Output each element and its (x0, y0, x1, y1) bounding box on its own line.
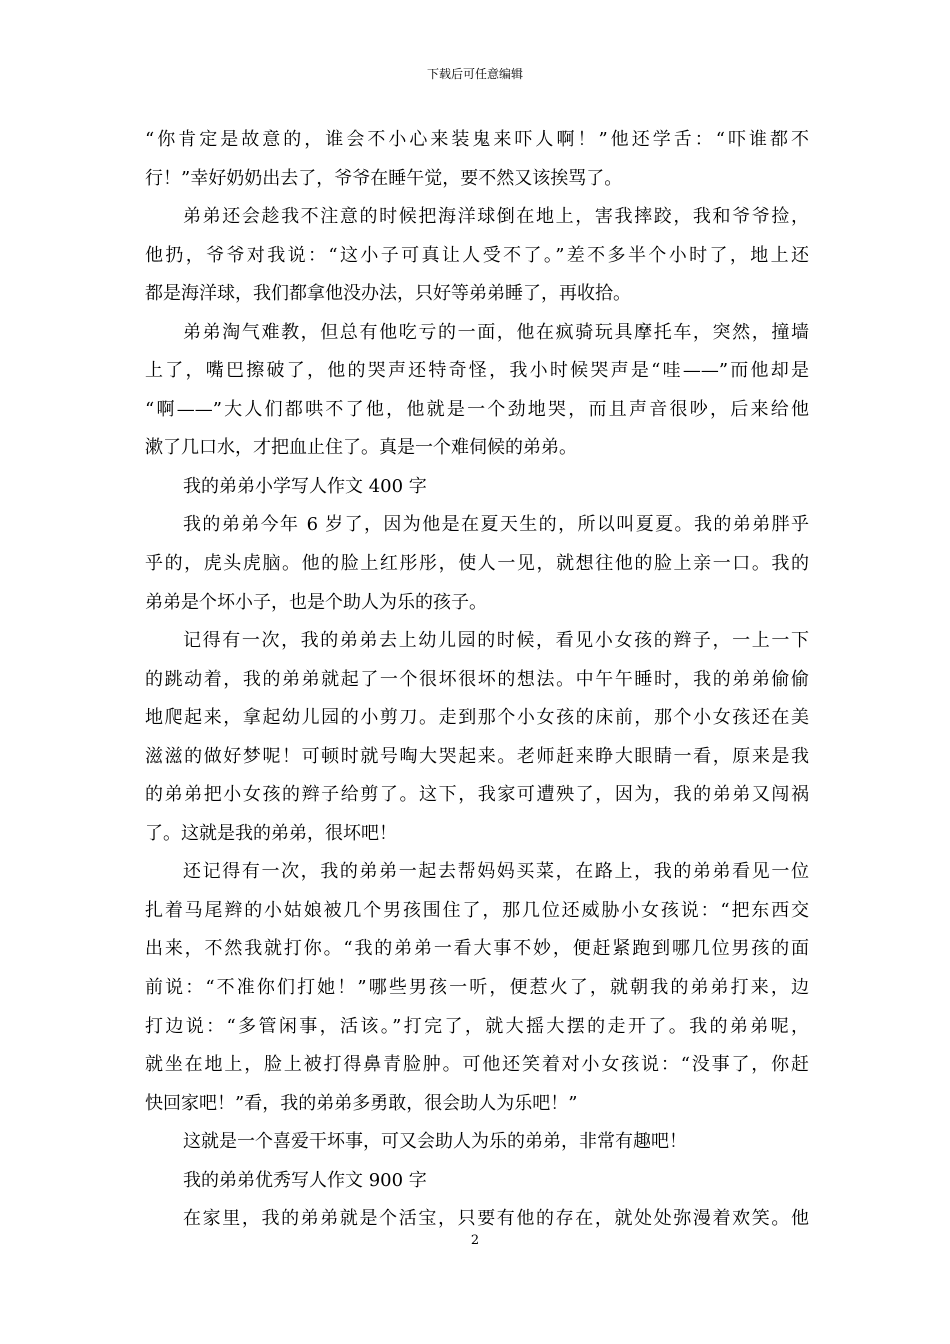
text-line: 的跳动着，我的弟弟就起了一个很坏很坏的想法。中午午睡时，我的弟弟偷偷 (145, 668, 809, 690)
text-line: 滋滋的做好梦呢！可顿时就号啕大哭起来。老师赶来睁大眼睛一看，原来是我 (145, 745, 809, 767)
text-line: 地爬起来，拿起幼儿园的小剪刀。走到那个小女孩的床前，那个小女孩还在美 (145, 707, 809, 729)
text-line: “啊——”大人们都哄不了他，他就是一个劲地哭，而且声音很吵，后来给他 (145, 398, 809, 420)
document-body (145, 121, 809, 1239)
text-line: 弟弟还会趁我不注意的时候把海洋球倒在地上，害我摔跤，我和爷爷捡， (183, 206, 809, 228)
text-line: 出来，不然我就打你。“我的弟弟一看大事不妙，便赶紧跑到哪几位男孩的面 (145, 938, 809, 960)
text-line: 在家里，我的弟弟就是个活宝，只要有他的存在，就处处弥漫着欢笑。他 (183, 1208, 809, 1230)
text-line: 他扔，爷爷对我说：“这小子可真让人受不了。”差不多半个小时了，地上还 (145, 244, 809, 266)
text-line: 的弟弟把小女孩的辫子给剪了。这下，我家可遭殃了，因为，我的弟弟又闯祸 (145, 784, 809, 806)
page-number: 2 (470, 1233, 480, 1248)
text-line: 打边说：“多管闲事，活该。”打完了，就大摇大摆的走开了。我的弟弟呢， (145, 1015, 809, 1037)
text-line: 前说：“不准你们打她！”哪些男孩一听，便惹火了，就朝我的弟弟打来，边 (145, 977, 809, 999)
text-line: 乎的，虎头虎脑。他的脸上红彤彤，使人一见，就想往他的脸上亲一口。我的 (145, 553, 809, 575)
text-line: 记得有一次，我的弟弟去上幼儿园的时候，看见小女孩的辫子，一上一下 (183, 630, 809, 652)
text-line: 快回家吧！”看，我的弟弟多勇敢，很会助人为乐吧！” (145, 1092, 578, 1114)
text-line: 我的弟弟今年 6 岁了，因为他是在夏天生的，所以叫夏夏。我的弟弟胖乎 (183, 514, 809, 536)
text-line: 我的弟弟小学写人作文 400 字 (183, 475, 427, 497)
text-line: 都是海洋球，我们都拿他没办法，只好等弟弟睡了，再收拾。 (145, 283, 631, 305)
text-line: 行！”幸好奶奶出去了，爷爷在睡午觉，要不然又该挨骂了。 (145, 167, 623, 189)
text-line: 我的弟弟优秀写人作文 900 字 (183, 1169, 427, 1191)
page-header: 下载后可任意编辑 (426, 67, 523, 81)
text-line: 就坐在地上，脸上被打得鼻青脸肿。可他还笑着对小女孩说：“没事了，你赶 (145, 1054, 809, 1076)
text-line: 这就是一个喜爱干坏事，可又会助人为乐的弟弟，非常有趣吧！ (183, 1131, 687, 1153)
text-line: 漱了几口水，才把血止住了。真是一个难伺候的弟弟。 (145, 437, 577, 459)
text-line: 上了，嘴巴擦破了，他的哭声还特奇怪，我小时候哭声是“哇——”而他却是 (145, 360, 809, 382)
text-line: 了。这就是我的弟弟，很坏吧！ (145, 822, 397, 844)
text-line: 扎着马尾辫的小姑娘被几个男孩围住了，那几位还威胁小女孩说：“把东西交 (145, 899, 809, 921)
text-line: 还记得有一次，我的弟弟一起去帮妈妈买菜，在路上，我的弟弟看见一位 (183, 861, 809, 883)
text-line: 弟弟是个坏小子，也是个助人为乐的孩子。 (145, 591, 487, 613)
text-line: “你肯定是故意的，谁会不小心来装鬼来吓人啊！”他还学舌：“吓谁都不 (145, 129, 809, 150)
text-line: 弟弟淘气难教，但总有他吃亏的一面，他在疯骑玩具摩托车，突然，撞墙 (183, 321, 809, 343)
